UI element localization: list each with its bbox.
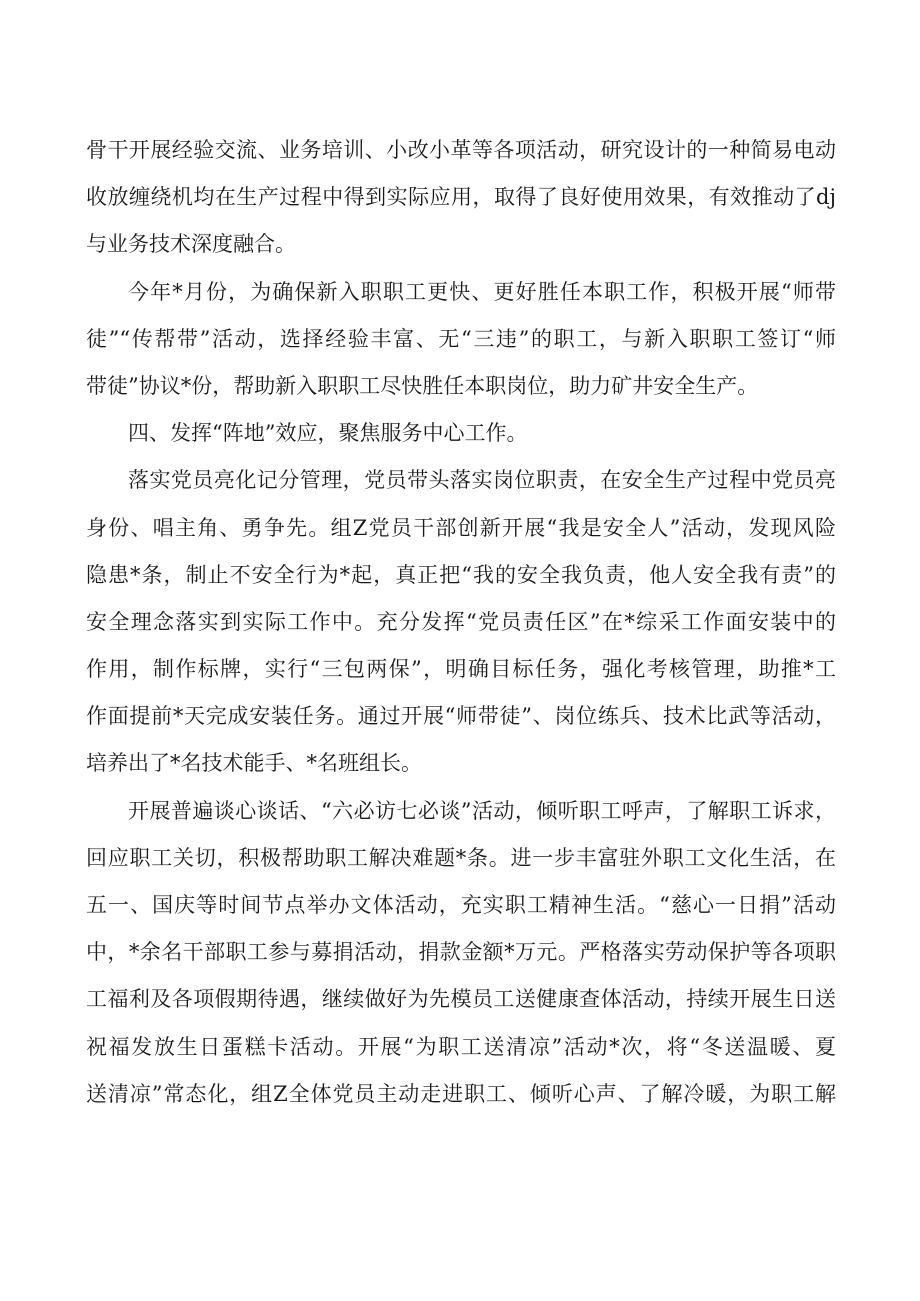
text-line: 作面提前*天完成安装任务。通过开展“师带徒”、岗位练兵、技术比武等活动， [86, 704, 836, 729]
text-line: 开展普遍谈心谈话、“六必访七必谈”活动，倾听职工呼声，了解职工诉求， [128, 798, 836, 823]
text-line: 四、发挥“阵地”效应，聚焦服务中心工作。 [128, 421, 528, 446]
text-line: 回应职工关切，积极帮助职工解决难题*条。进一步丰富驻外职工文化生活，在 [86, 845, 836, 870]
text-line: 作用，制作标牌，实行“三包两保”，明确目标任务，强化考核管理，助推*工 [86, 657, 836, 682]
text-line: 身份、唱主角、勇争先。组Z党员干部创新开展“我是安全人”活动，发现风险 [86, 515, 836, 540]
text-line: 工福利及各项假期待遇，继续做好为先模员工送健康查体活动，持续开展生日送 [86, 987, 836, 1012]
text-line: 培养出了*名技术能手、*名班组长。 [86, 751, 422, 776]
text-line: 徒”“传帮带”活动，选择经验丰富、无“三违”的职工，与新入职职工签订“师 [86, 326, 836, 351]
text-line: 安全理念落实到实际工作中。充分发挥“党员责任区”在*综采工作面安装中的 [86, 609, 837, 634]
paragraph [86, 457, 836, 787]
document-body [86, 127, 836, 1118]
text-line: 带徒”协议*份，帮助新入职职工尽快胜任本职岗位，助力矿井安全生产。 [86, 373, 759, 398]
section-heading [86, 410, 836, 457]
text-line: 五一、国庆等时间节点举办文体活动，充实职工精神生活。“慈心一日捐”活动 [86, 893, 836, 917]
paragraph [86, 127, 836, 269]
text-line: 落实党员亮化记分管理，党员带头落实岗位职责，在安全生产过程中党员亮 [128, 468, 836, 493]
text-line: 中，*余名干部职工参与募捐活动，捐款金额*万元。严格落实劳动保护等各项职 [86, 940, 836, 965]
text-line: 祝福发放生日蛋糕卡活动。开展“为职工送清凉”活动*次，将“冬送温暖、夏 [86, 1034, 836, 1059]
paragraph [86, 269, 836, 411]
paragraph [86, 788, 836, 1118]
text-line: 收放缠绕机均在生产过程中得到实际应用，取得了良好使用效果，有效推动了dj [86, 185, 836, 210]
text-line: 今年*月份，为确保新入职职工更快、更好胜任本职工作，积极开展“师带 [128, 279, 836, 304]
text-line: 骨干开展经验交流、业务培训、小改小革等各项活动，研究设计的一种简易电动 [86, 138, 836, 162]
text-line: 隐患*条，制止不安全行为*起，真正把“我的安全我负责，他人安全我有责”的 [86, 562, 836, 587]
text-line: 与业务技术深度融合。 [86, 232, 296, 257]
text-line: 送清凉”常态化，组Z全体党员主动走进职工、倾听心声、了解冷暖，为职工解 [86, 1081, 836, 1106]
